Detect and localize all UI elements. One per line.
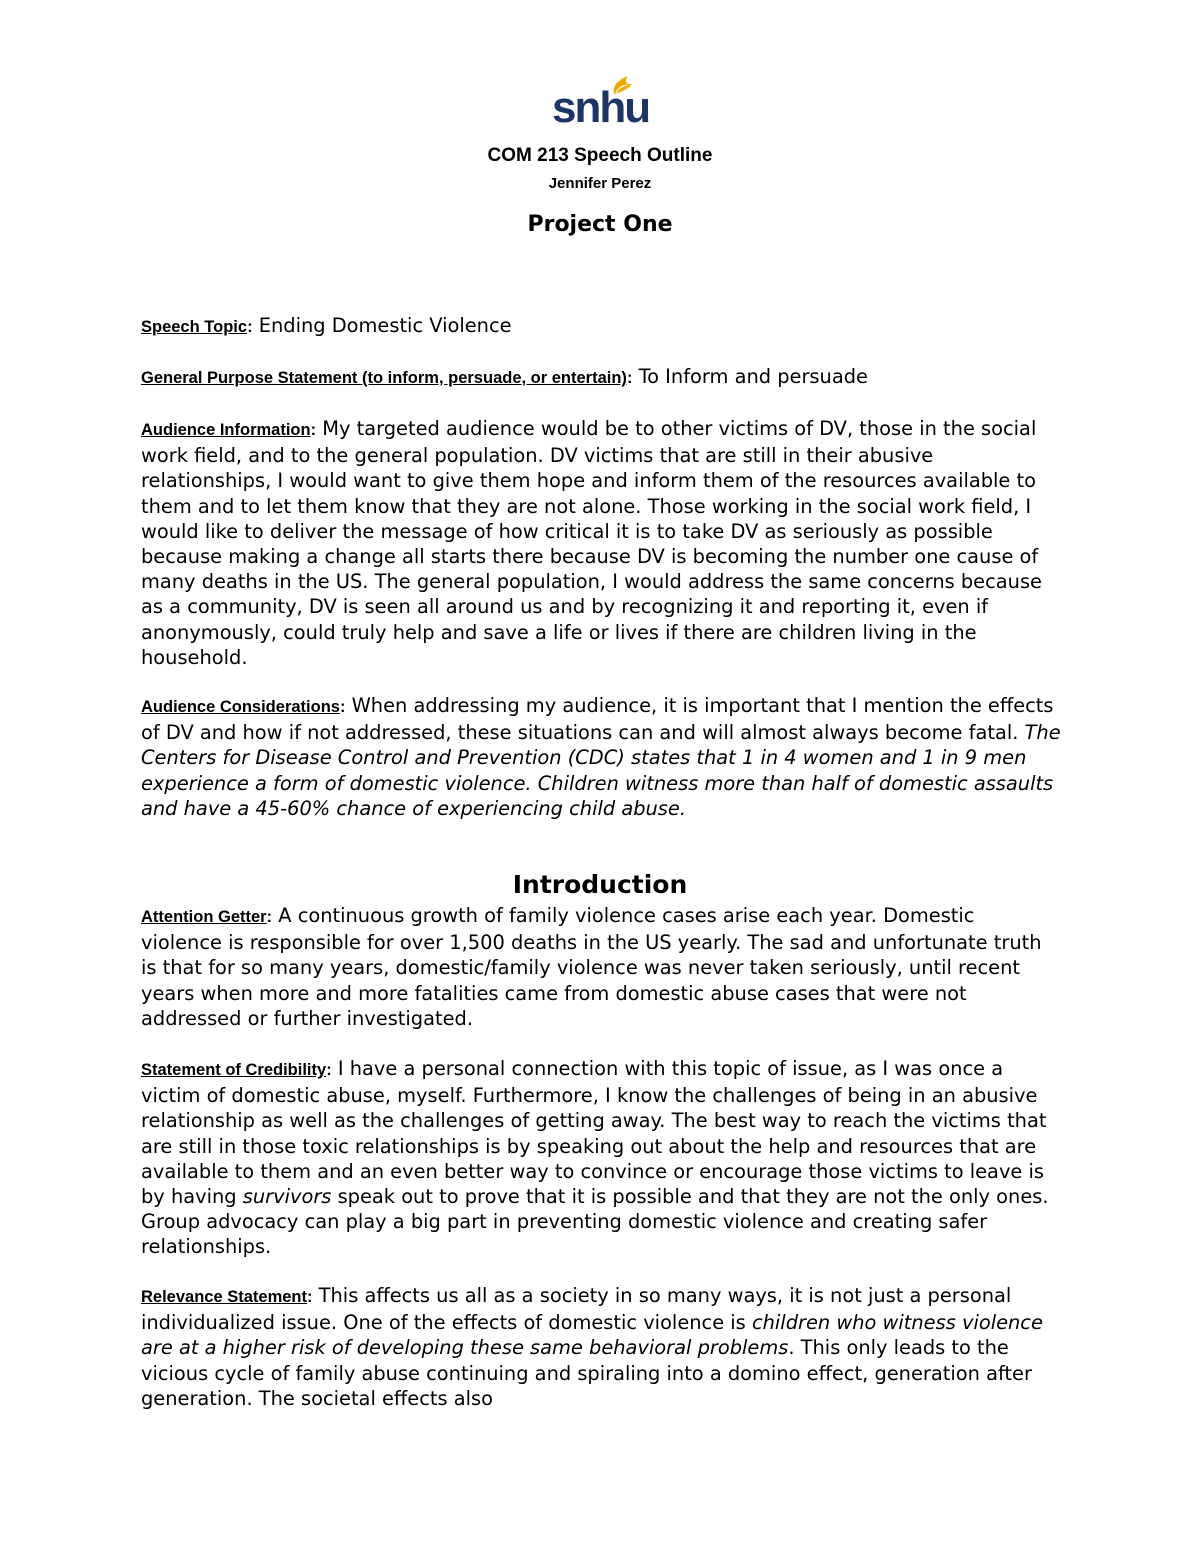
relevance-text-after: . This only leads to the vicious cycle of family abuse continuing and spiraling into a domino effect, generation after generation. The societal effects also	[141, 1336, 1032, 1410]
general-purpose-section: General Purpose Statement (to inform, persuade, or entertain): To Inform and persuade	[141, 365, 868, 388]
credibility-text-before: I have a personal connection with this topic of issue, as I was once a victim of domestic abuse, myself. Furthermore, I know the challenges of being in an abusive relationship as well as the challenges of getting away. The best way to reach the victims that are still in those toxic relationships is by speaking out about the help and resources that are available to them and an even better way to convince or encourage those victims to leave is by having	[141, 1057, 1047, 1209]
project-title: Project One	[527, 212, 673, 237]
relevance-label: Relevance Statement	[141, 1288, 307, 1306]
relevance-italic: children who witness violence are at a higher risk of developing these same behavioral problems	[141, 1311, 1043, 1360]
audience-considerations-label: Audience Considerations	[141, 698, 340, 716]
attention-getter-label: Attention Getter	[141, 908, 267, 926]
relevance-text-before: This affects us all as a society in so many ways, it is not just a personal individualized issue. One of the effects of domestic violence is	[141, 1284, 1012, 1335]
snhu-logo	[552, 72, 650, 132]
audience-considerations-text: When addressing my audience, it is important that I mention the effects of DV and how if not addressed, these situations can and will almost always become fatal.	[141, 694, 1054, 745]
audience-information-text: My targeted audience would be to other victims of DV, those in the social work field, and to the general population. DV victims that are still in their abusive relationships, I would want to give them hope and inform them of the resources available to them and to let them know that they are not alone. Those working in the social work field, I would like to deliver the message of how critical it is to take DV as seriously as possible because making a change all starts there because DV is becoming the number one cause of many deaths in the US. The general population, I would address the same concerns because as a community, DV is seen all around us and by recognizing it and reporting it, even if anonymously, could truly help and save a life or lives if there are children living in the household.	[141, 417, 1042, 669]
audience-considerations-section: Audience Considerations: When addressing my audience, it is important that I mention the effects of DV and how if not addressed, these situations can and will almost always become fatal. The Centers for Disease Control and Prevention (CDC) states that 1 in 4 women and 1 in 9 men experience a form of domestic violence. Children witness more than half of domestic assaults and have a 45-60% chance of experiencing child abuse.	[141, 694, 1061, 820]
logo-text: snhu	[552, 83, 650, 132]
speech-topic-label: Speech Topic	[141, 318, 248, 336]
attention-getter-section: Attention Getter: A continuous growth of family violence cases arise each year. Domestic violence is responsible for over 1,500 deaths in the US yearly. The sad and unfortunate truth is that for so many years, domestic/family violence was never taken seriously, until recent years when more and more fatalities came from domestic abuse cases that were not addressed or further investigated.	[141, 904, 1042, 1030]
speech-topic-section: Speech Topic: Ending Domestic Violence	[141, 314, 512, 337]
author-name: Jennifer Perez	[548, 175, 652, 192]
cdc-statistic-quote: The Centers for Disease Control and Prevention (CDC) states that 1 in 4 women and 1 in 9 men experience a form of domestic violence. Children witness more than half of domestic assaults and have a 45-60% chance of experiencing child abuse.	[141, 721, 1061, 820]
credibility-italic: survivors	[242, 1185, 332, 1209]
audience-information-label: Audience Information	[141, 421, 311, 439]
attention-getter-text: A continuous growth of family violence cases arise each year. Domestic violence is responsible for over 1,500 deaths in the US yearly. The sad and unfortunate truth is that for so many years, domestic/family violence was never taken seriously, until recent years when more and more fatalities came from domestic abuse cases that were not addressed or further investigated.	[141, 904, 1042, 1030]
general-purpose-text: To Inform and persuade	[638, 365, 868, 388]
relevance-section: Relevance Statement: This affects us all as a society in so many ways, it is not just a personal individualized issue. One of the effects of domestic violence is children who witness violence are at a higher risk of developing these same behavioral problems. This only leads to the vicious cycle of family abuse continuing and spiraling into a domino effect, generation after generation. The societal effects also	[141, 1284, 1043, 1410]
credibility-section: Statement of Credibility: I have a personal connection with this topic of issue, as I was once a victim of domestic abuse, myself. Furthermore, I know the challenges of being in an abusive relationship as well as the challenges of getting away. The best way to reach the victims that are still in those toxic relationships is by speaking out about the help and resources that are available to them and an even better way to convince or encourage those victims to leave is by having survivors speak out to prove that it is possible and that they are not the only ones. Group advocacy can play a big part in preventing domestic violence and creating safer relationships.	[141, 1057, 1049, 1259]
credibility-text-after: speak out to prove that it is possible and that they are not the only ones. Group advocacy can play a big part in preventing domestic violence and creating safer relationships.	[141, 1185, 1049, 1259]
general-purpose-label: General Purpose Statement (to inform, persuade, or entertain)	[141, 369, 627, 387]
document-title: COM 213 Speech Outline	[487, 145, 713, 166]
speech-topic-text: Ending Domestic Violence	[258, 314, 512, 337]
credibility-label: Statement of Credibility	[141, 1061, 327, 1079]
audience-information-section: Audience Information: My targeted audience would be to other victims of DV, those in the social work field, and to the general population. DV victims that are still in their abusive relationships, I would want to give them hope and inform them of the resources available to them and to let them know that they are not alone. Those working in the social work field, I would like to deliver the message of how critical it is to take DV as seriously as possible because making a change all starts there because DV is becoming the number one cause of many deaths in the US. The general population, I would address the same concerns because as a community, DV is seen all around us and by recognizing it and reporting it, even if anonymously, could truly help and save a life or lives if there are children living in the household.	[141, 417, 1042, 669]
introduction-heading: Introduction	[512, 870, 688, 899]
